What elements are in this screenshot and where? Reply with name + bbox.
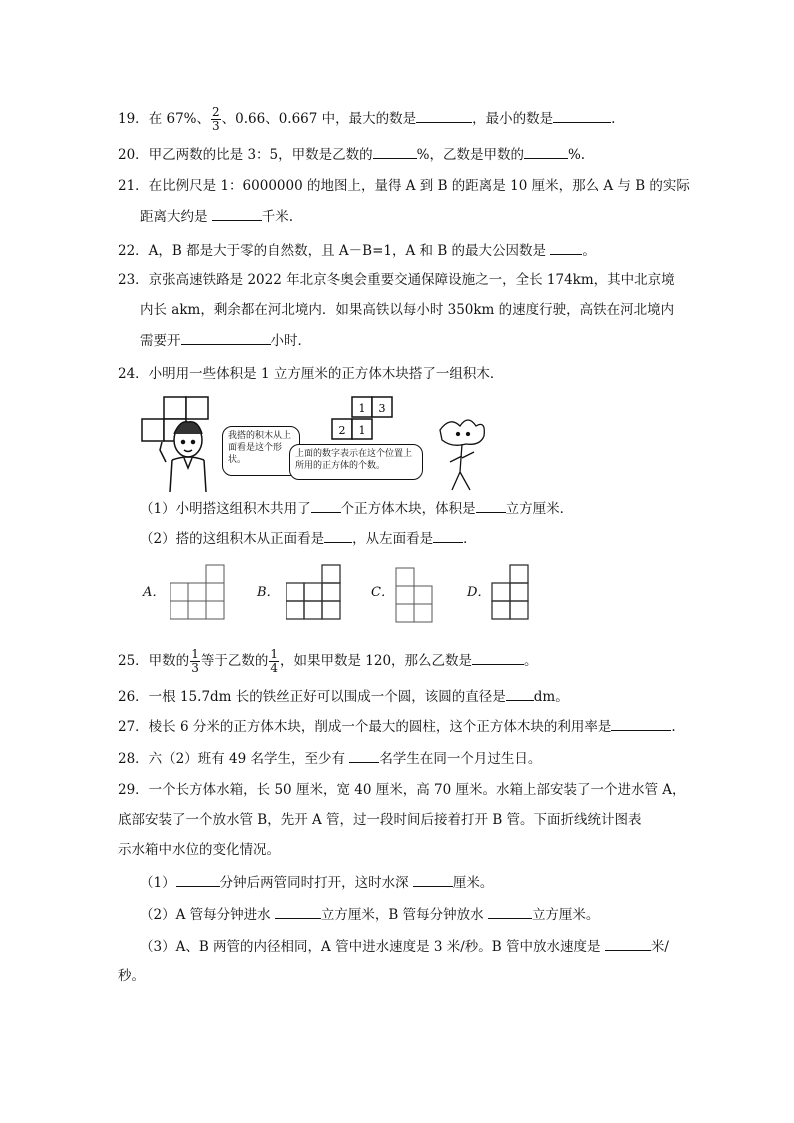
answer-blank[interactable] [413,872,453,887]
q19-text-1: 在 67%、 [148,111,210,127]
grid-number: 1 [358,424,366,437]
q26-text-1: 26．一根 15.7dm 长的铁丝正好可以围成一个圆，该圆的直径是 [118,689,506,705]
question-29-sub-3 [140,936,669,957]
question-23-line-3 [140,330,311,351]
answer-blank[interactable] [433,528,463,543]
answer-blank[interactable] [349,748,379,763]
answer-blank[interactable] [605,936,651,951]
answer-blank[interactable] [553,108,611,123]
question-29-sub-1 [140,872,493,893]
option-b-label[interactable]: B． [257,585,280,600]
q29-sub3-text-a: （3）A、B 两管的内径相同，A 管中进水速度是 3 米/秒。B 管中放水速度是 [140,939,605,955]
q19-text-2: 、0.66、0.667 中，最大的数是 [221,111,417,127]
q21-text-b: 千米. [261,209,294,225]
tree-figure [440,420,484,490]
q27-text-2: . [671,719,676,735]
answer-blank[interactable] [524,144,568,159]
option-c-label[interactable]: C． [371,585,394,600]
question-24-sub-1 [140,498,573,519]
answer-blank[interactable] [416,108,472,123]
q25-text-1: 25．甲数的 [118,653,190,669]
q25-text-2: 等于乙数的 [200,653,269,669]
grid-number: 3 [378,402,386,415]
answer-blank[interactable] [476,498,506,513]
answer-blank[interactable] [550,240,582,255]
question-27 [118,716,676,737]
answer-blank[interactable] [506,686,534,701]
q27-text-1: 27．棱长 6 分米的正方体木块，削成一个最大的圆柱，这个正方体木块的利用率是 [118,719,612,735]
q29-sub1-text-b: 分钟后两管同时打开，这时水深 [219,875,413,891]
answer-blank[interactable] [488,904,532,919]
q22-text-1: 22．A，B 都是大于零的自然数，且 A－B=1，A 和 B 的最大公因数是 [118,243,551,259]
q23-text-b: 小时． [270,333,311,349]
q29-sub1-text-c: 厘米。 [452,875,494,891]
q22-text-2: 。 [582,243,596,259]
question-23-line-1: 23．京张高速铁路是 2022 年北京冬奥会重要交通保障设施之一，全长 174km，其中北京境 [118,272,675,288]
question-29-sub-3-cont: 秒。 [118,968,145,984]
question-28 [118,748,541,769]
q21-text-a: 距离大约是 [140,209,212,225]
question-29-line-1: 29．一个长方体水箱，长 50 厘米，宽 40 厘米，高 70 厘米。水箱上部安装了一个进水管 A， [118,782,686,798]
question-29-sub-2 [140,904,599,925]
option-b-figure[interactable] [286,562,346,624]
q24-sub1-text-b: 个正方体木块，体积是 [340,501,476,517]
question-21-line-1: 21．在比例尺是 1：6000000 的地图上，量得 A 到 B 的距离是 10 厘米，那么 A 与 B 的实际 [118,178,690,194]
q24-sub2-text-a: （2）搭的这组积木从正面看是 [140,531,325,547]
q26-text-2: dm。 [533,689,569,705]
q28-text-1: 28．六（2）班有 49 名学生，至少有 [118,751,350,767]
question-19 [118,106,615,133]
speech-bubble-right: 上面的数字表示在这个位置上所用的正方体的个数。 [289,444,423,480]
question-21-line-2 [140,206,293,227]
option-d-figure[interactable] [490,562,532,624]
q25-text-4: 。 [524,653,538,669]
q24-sub1-text-a: （1）小明搭这组积木共用了 [140,501,311,517]
q24-sub2-text-c: ． [463,531,477,547]
q28-text-2: 名学生在同一个月过生日。 [379,751,542,767]
option-a-figure[interactable] [170,562,228,624]
question-number: 19． [118,111,149,127]
question-22 [118,240,596,261]
q19-text-3: ，最小的数是 [472,111,554,127]
answer-blank[interactable] [212,206,262,221]
q20-text-1: 20．甲乙两数的比是 3：5，甲数是乙数的 [118,147,373,163]
q24-sub2-text-b: ，从左面看是 [352,531,434,547]
q20-text-2: %，乙数是甲数的 [416,147,524,163]
q20-text-3: %. [567,147,586,163]
q29-sub3-text-b: 米/ [650,939,669,955]
option-c-figure[interactable] [394,566,436,626]
q29-sub2-text-c: 立方厘米。 [531,907,600,923]
fraction-one-third: $\frac{1}{3}$ [191,647,199,675]
question-24-stem: 24．小明用一些体积是 1 立方厘米的正方体木块搭了一组积木． [118,366,504,382]
answer-blank[interactable] [324,528,352,543]
answer-blank[interactable] [181,330,271,345]
grid-number: 1 [358,402,366,415]
q29-sub2-text-a: （2）A 管每分钟进水 [140,907,275,923]
q19-text-4: . [611,111,616,127]
question-26 [118,686,569,707]
q29-sub2-text-b: 立方厘米，B 管每分钟放水 [320,907,488,923]
question-23-line-2: 内长 akm，剩余都在河北境内．如果高铁以每小时 350km 的速度行驶，高铁在河北境内 [140,302,675,318]
q29-sub1-text-a: （1） [140,875,176,891]
q23-text-a: 需要开 [140,333,181,349]
answer-blank[interactable] [176,872,220,887]
answer-blank[interactable] [611,716,671,731]
option-a-label[interactable]: A． [143,585,166,600]
question-29-line-3: 示水箱中水位的变化情况。 [118,842,280,858]
question-29-line-2: 底部安装了一个放水管 B，先开 A 管，过一段时间后接着打开 B 管。下面折线统计图表 [118,812,642,828]
fraction-two-thirds: $\frac{2}{3}$ [212,105,220,133]
question-20 [118,144,585,165]
speech-bubble-left: 我搭的积木从上面看是这个形状。 [222,426,300,476]
question-25 [118,648,538,675]
answer-blank[interactable] [472,650,524,665]
answer-blank[interactable] [311,498,341,513]
fraction-one-quarter: $\frac{1}{4}$ [270,647,278,675]
question-24-sub-2 [140,528,477,549]
q24-sub1-text-c: 立方厘米． [505,501,574,517]
grid-number: 2 [338,424,346,437]
answer-blank[interactable] [373,144,417,159]
q25-text-3: ，如果甲数是 120，那么乙数是 [279,653,473,669]
option-d-label[interactable]: D． [467,585,491,600]
answer-blank[interactable] [275,904,321,919]
